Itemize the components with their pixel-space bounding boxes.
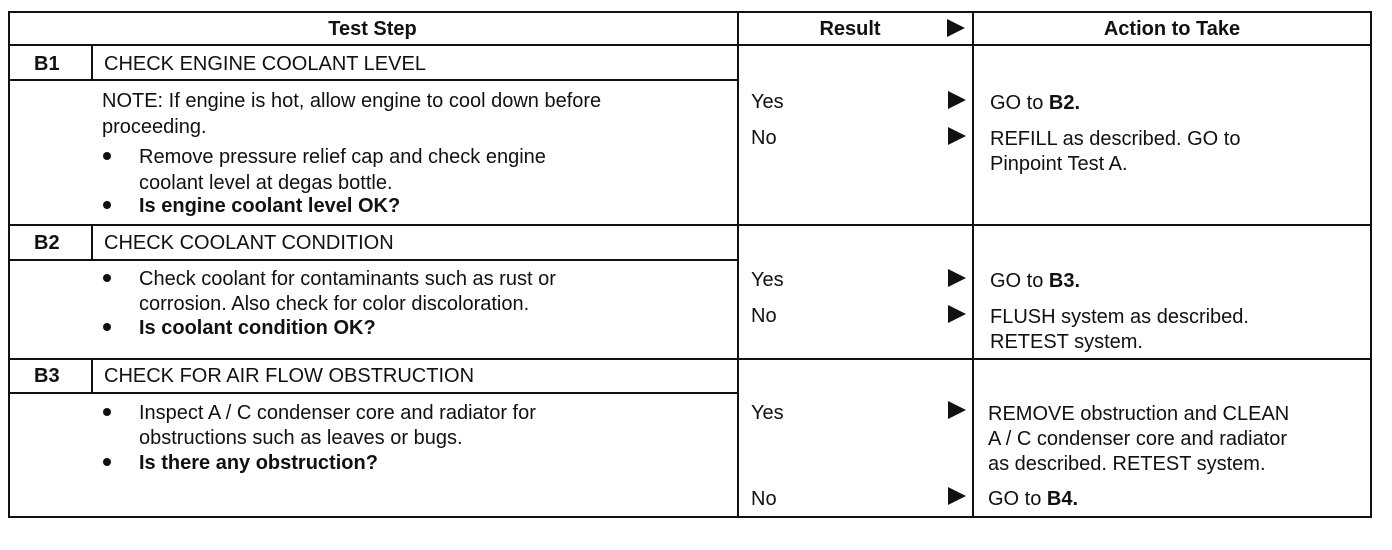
b1-title-underline	[8, 79, 739, 81]
b2-id-divider	[91, 224, 93, 260]
b2-no-action-line2: RETEST system.	[990, 331, 1143, 353]
b2-step-id: B2	[34, 232, 60, 254]
header-test-step: Test Step	[328, 18, 417, 40]
b2-yes-action-step: B3.	[1048, 270, 1081, 292]
b2-result-no: No	[751, 305, 777, 327]
b1-yes-action-step: B2.	[1048, 92, 1081, 114]
b1-yes-action-text: GO to	[990, 92, 1049, 114]
b3-no-action-text: GO to	[988, 488, 1047, 510]
header-result: Result	[819, 18, 881, 40]
header-action: Action to Take	[1103, 18, 1241, 40]
b3-result-no: No	[751, 488, 777, 510]
table-left-border	[8, 11, 10, 518]
b3-step-title: CHECK FOR AIR FLOW OBSTRUCTION	[104, 365, 475, 387]
b1-result-no: No	[751, 127, 777, 149]
header-arrow-icon	[947, 19, 965, 37]
b3-result-yes: Yes	[751, 402, 784, 424]
b3-yes-arrow-icon	[948, 401, 966, 419]
b1-question: Is engine coolant level OK?	[139, 195, 401, 217]
b3-bullet2-icon	[103, 458, 111, 466]
b1-bullet1-line2: coolant level at degas bottle.	[139, 172, 393, 194]
b3-step-id: B3	[34, 365, 60, 387]
b2-bullet1-line1: Check coolant for contaminants such as rust or	[139, 268, 556, 290]
b2-bullet1-line2: corrosion. Also check for color discoloration.	[139, 293, 530, 315]
b2-yes-arrow-icon	[948, 269, 966, 287]
b1-bullet1-line1: Remove pressure relief cap and check engine	[139, 146, 546, 168]
row-separator-b2-b3	[8, 358, 1372, 360]
b3-yes-action-line1: REMOVE obstruction and CLEAN	[988, 403, 1290, 425]
table-bottom-border	[8, 516, 1372, 518]
table-right-border	[1370, 11, 1372, 518]
b1-yes-arrow-icon	[948, 91, 966, 109]
b3-question: Is there any obstruction?	[139, 452, 378, 474]
b3-no-action-step: B4.	[1046, 488, 1079, 510]
b1-note-line2: proceeding.	[102, 116, 207, 138]
b1-result-yes: Yes	[751, 91, 784, 113]
row-separator-b1-b2	[8, 224, 1372, 226]
b1-note-line1: NOTE: If engine is hot, allow engine to cool down before	[102, 90, 602, 112]
b3-no-action	[988, 486, 1078, 512]
b1-id-divider	[91, 44, 93, 80]
b1-no-action-line1: REFILL as described. GO to	[990, 128, 1241, 150]
b2-title-underline	[8, 259, 739, 261]
b3-id-divider	[91, 358, 93, 393]
b3-yes-action-line2: A / C condenser core and radiator	[988, 428, 1288, 450]
b3-title-underline	[8, 392, 739, 394]
b3-bullet1-icon	[103, 408, 111, 416]
b1-bullet1-icon	[103, 152, 111, 160]
b2-result-yes: Yes	[751, 269, 784, 291]
b2-no-action-line1: FLUSH system as described.	[990, 306, 1249, 328]
b1-bullet2-icon	[103, 201, 111, 209]
b2-question: Is coolant condition OK?	[139, 317, 376, 339]
action-column-divider	[972, 11, 974, 518]
b3-no-arrow-icon	[948, 487, 966, 505]
b1-step-id: B1	[34, 53, 60, 75]
b1-step-title: CHECK ENGINE COOLANT LEVEL	[104, 53, 426, 75]
b2-yes-action-text: GO to	[990, 270, 1049, 292]
b2-bullet1-icon	[103, 274, 111, 282]
b2-step-title: CHECK COOLANT CONDITION	[104, 232, 394, 254]
header-bottom-border	[8, 44, 1372, 46]
b2-no-arrow-icon	[948, 305, 966, 323]
table-top-border	[8, 11, 1372, 13]
b3-bullet1-line2: obstructions such as leaves or bugs.	[139, 427, 463, 449]
b3-yes-action-line3: as described. RETEST system.	[988, 453, 1266, 475]
b1-yes-action	[990, 90, 1080, 116]
result-column-divider	[737, 11, 739, 518]
b1-no-arrow-icon	[948, 127, 966, 145]
b1-no-action-line2: Pinpoint Test A.	[990, 153, 1128, 175]
b2-yes-action	[990, 268, 1080, 294]
b2-bullet2-icon	[103, 323, 111, 331]
b3-bullet1-line1: Inspect A / C condenser core and radiator for	[139, 402, 536, 424]
